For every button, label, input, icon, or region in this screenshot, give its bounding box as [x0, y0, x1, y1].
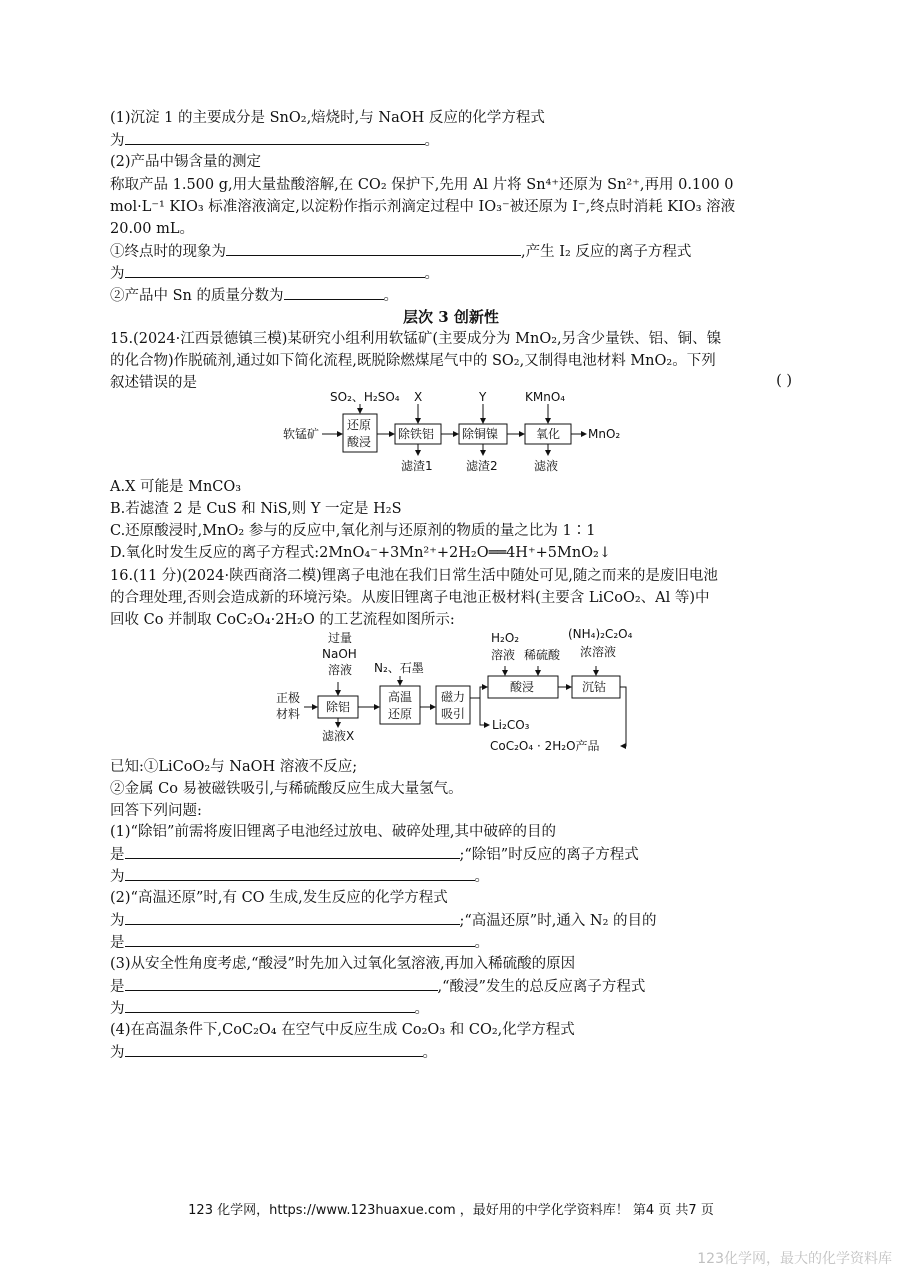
answer-blank[interactable] [125, 1042, 423, 1057]
q16-part4-text: (4)在高温条件下,CoC₂O₄ 在空气中反应生成 Co₂O₃ 和 CO₂,化学方程式 [110, 1022, 575, 1038]
flow-label: 吸引 [441, 707, 466, 721]
flow-label: 沉钴 [582, 680, 607, 694]
q16-part2-line: 为 ;“高温还原”时,通入 N₂ 的目的 [110, 910, 657, 931]
flow-label: 滤渣2 [466, 459, 498, 473]
q16-part2-text: (2)“高温还原”时,有 CO 生成,发生反应的化学方程式 [110, 890, 448, 906]
q16-answer-prompt: 回答下列问题: [110, 803, 202, 819]
q15-text-line: 叙述错误的是 [110, 375, 197, 391]
q15-option-a[interactable]: A.X 可能是 MnCO₃ [110, 479, 242, 495]
flow-label: 酸浸 [347, 435, 372, 449]
q16-text-line: 回收 Co 并制取 CoC₂O₄·2H₂O 的工艺流程如图所示: [110, 612, 455, 628]
q15-flow-diagram [275, 390, 635, 480]
flow-label: 除铁铝 [398, 427, 435, 441]
q15-text-line: 15.(2024·江西景德镇三模)某研究小组利用软锰矿(主要成分为 MnO₂,另含少量铁、铝、铜、镍 [110, 331, 722, 347]
q15-option-b[interactable]: B.若滤渣 2 是 CuS 和 NiS,则 Y 一定是 H₂S [110, 501, 402, 517]
flow-label: 滤液X [322, 729, 355, 743]
q15-option-d[interactable]: D.氧化时发生反应的离子方程式:2MnO₄⁻+3Mn²⁺+2H₂O══4H⁺+5MnO₂↓ [110, 545, 612, 561]
q16-flow-diagram [270, 626, 650, 758]
q16-text-line: 16.(11 分)(2024·陕西商洛二模)锂离子电池在我们日常生活中随处可见,随之而来的是废旧电池 [110, 568, 718, 584]
q16-part4-line: 为 。 [110, 1042, 437, 1063]
q16-part3-text: (3)从安全性角度考虑,“酸浸”时先加入过氧化氢溶液,再加入稀硫酸的原因 [110, 956, 576, 972]
section-title: 层次 3 创新性 [403, 308, 499, 326]
flow-label: Y [479, 390, 487, 404]
q16-part2-line: 是 。 [110, 932, 489, 953]
q16-part3-line: 为 。 [110, 998, 429, 1019]
answer-blank[interactable] [125, 130, 425, 145]
q15-text-line: 的化合物)作脱硫剂,通过如下简化流程,既脱除燃煤尾气中的 SO₂,又制得电池材料 MnO₂。下列 [110, 353, 716, 369]
answer-blank[interactable] [125, 932, 475, 947]
page-footer: 123 化学网，https://www.123huaxue.com ，最好用的中学化学资料库！ 第4 页 共7 页 [188, 1203, 714, 1218]
flow-label: 过量 [328, 631, 353, 645]
flow-label: 材料 [276, 707, 301, 721]
q14-part1-text: (1)沉淀 1 的主要成分是 SnO₂,焙烧时,与 NaOH 反应的化学方程式 [110, 110, 545, 126]
flow-label: Li₂CO₃ [492, 718, 530, 732]
q14-ionic-line: 为 。 [110, 263, 439, 284]
flow-label: 还原 [347, 418, 372, 432]
flow-label: 滤渣1 [401, 459, 433, 473]
flow-label: 软锰矿 [283, 427, 320, 441]
q14-sn-fraction-line: ②产品中 Sn 的质量分数为 。 [110, 285, 398, 306]
q14-text-line: mol·L⁻¹ KIO₃ 标准溶液滴定,以淀粉作指示剂滴定过程中 IO₃⁻被还原为 I⁻,终点时消耗 KIO₃ 溶液 [110, 199, 736, 215]
flow-label: N₂、石墨 [374, 661, 424, 675]
flow-label: 浓溶液 [580, 645, 617, 659]
q16-known-1: 已知:①LiCoO₂与 NaOH 溶液不反应; [110, 759, 358, 775]
flow-label: KMnO₄ [525, 390, 566, 404]
q16-part3-line: 是 ,“酸浸”发生的总反应离子方程式 [110, 976, 645, 997]
q14-endpoint-line: ①终点时的现象为 ,产生 I₂ 反应的离子方程式 [110, 241, 691, 262]
flow-label: CoC₂O₄ · 2H₂O产品 [490, 739, 600, 753]
flow-label: 滤液 [534, 459, 559, 473]
q16-text-line: 的合理处理,否则会造成新的环境污染。从废旧锂离子电池正极材料(主要含 LiCoO₂、Al 等)中 [110, 590, 710, 606]
answer-blank[interactable] [125, 976, 438, 991]
answer-blank[interactable] [125, 910, 460, 925]
flow-label: 正极 [276, 691, 301, 705]
flow-label: 还原 [388, 707, 413, 721]
watermark: 123化学网，最大的化学资料库 [697, 1251, 892, 1267]
flow-label: NaOH [322, 647, 357, 661]
flow-label: 除铝 [326, 700, 351, 714]
flow-label: X [414, 390, 423, 404]
q16-known-2: ②金属 Co 易被磁铁吸引,与稀硫酸反应生成大量氢气。 [110, 781, 463, 797]
flow-label: (NH₄)₂C₂O₄ [568, 627, 633, 641]
answer-blank[interactable] [125, 263, 425, 278]
q14-text-line: 称取产品 1.500 g,用大量盐酸溶解,在 CO₂ 保护下,先用 Al 片将 Sn⁴⁺还原为 Sn²⁺,再用 0.100 0 [110, 177, 734, 193]
q16-part1-line: 为 。 [110, 866, 489, 887]
flow-label: H₂O₂ [491, 631, 520, 645]
q14-part1-answer-line: 为 。 [110, 130, 439, 151]
q16-part1-line: 是 ;“除铝”时反应的离子方程式 [110, 844, 639, 865]
q16-part1-text: (1)“除铝”前需将废旧锂离子电池经过放电、破碎处理,其中破碎的目的 [110, 824, 556, 840]
answer-blank[interactable] [125, 844, 460, 859]
answer-blank[interactable] [226, 241, 521, 256]
q14-text-line: 20.00 mL。 [110, 221, 194, 237]
flow-label: 磁力 [441, 690, 466, 704]
answer-blank[interactable] [125, 998, 415, 1013]
answer-blank[interactable] [125, 866, 475, 881]
flow-label: 除铜镍 [462, 427, 499, 441]
flow-label: 溶液 [491, 648, 516, 662]
flow-label: 稀硫酸 [524, 648, 561, 662]
flow-label: 高温 [388, 690, 413, 704]
flow-label: MnO₂ [588, 427, 621, 441]
flow-label: 酸浸 [510, 680, 535, 694]
flow-label: 氧化 [536, 427, 561, 441]
answer-blank[interactable] [284, 285, 384, 300]
flow-label: 溶液 [328, 663, 353, 677]
q15-answer-paren[interactable]: ( ) [776, 373, 792, 389]
q15-option-c[interactable]: C.还原酸浸时,MnO₂ 参与的反应中,氧化剂与还原剂的物质的量之比为 1∶1 [110, 523, 596, 539]
q14-part2-title: (2)产品中锡含量的测定 [110, 154, 262, 170]
flow-label: SO₂、H₂SO₄ [330, 390, 400, 404]
